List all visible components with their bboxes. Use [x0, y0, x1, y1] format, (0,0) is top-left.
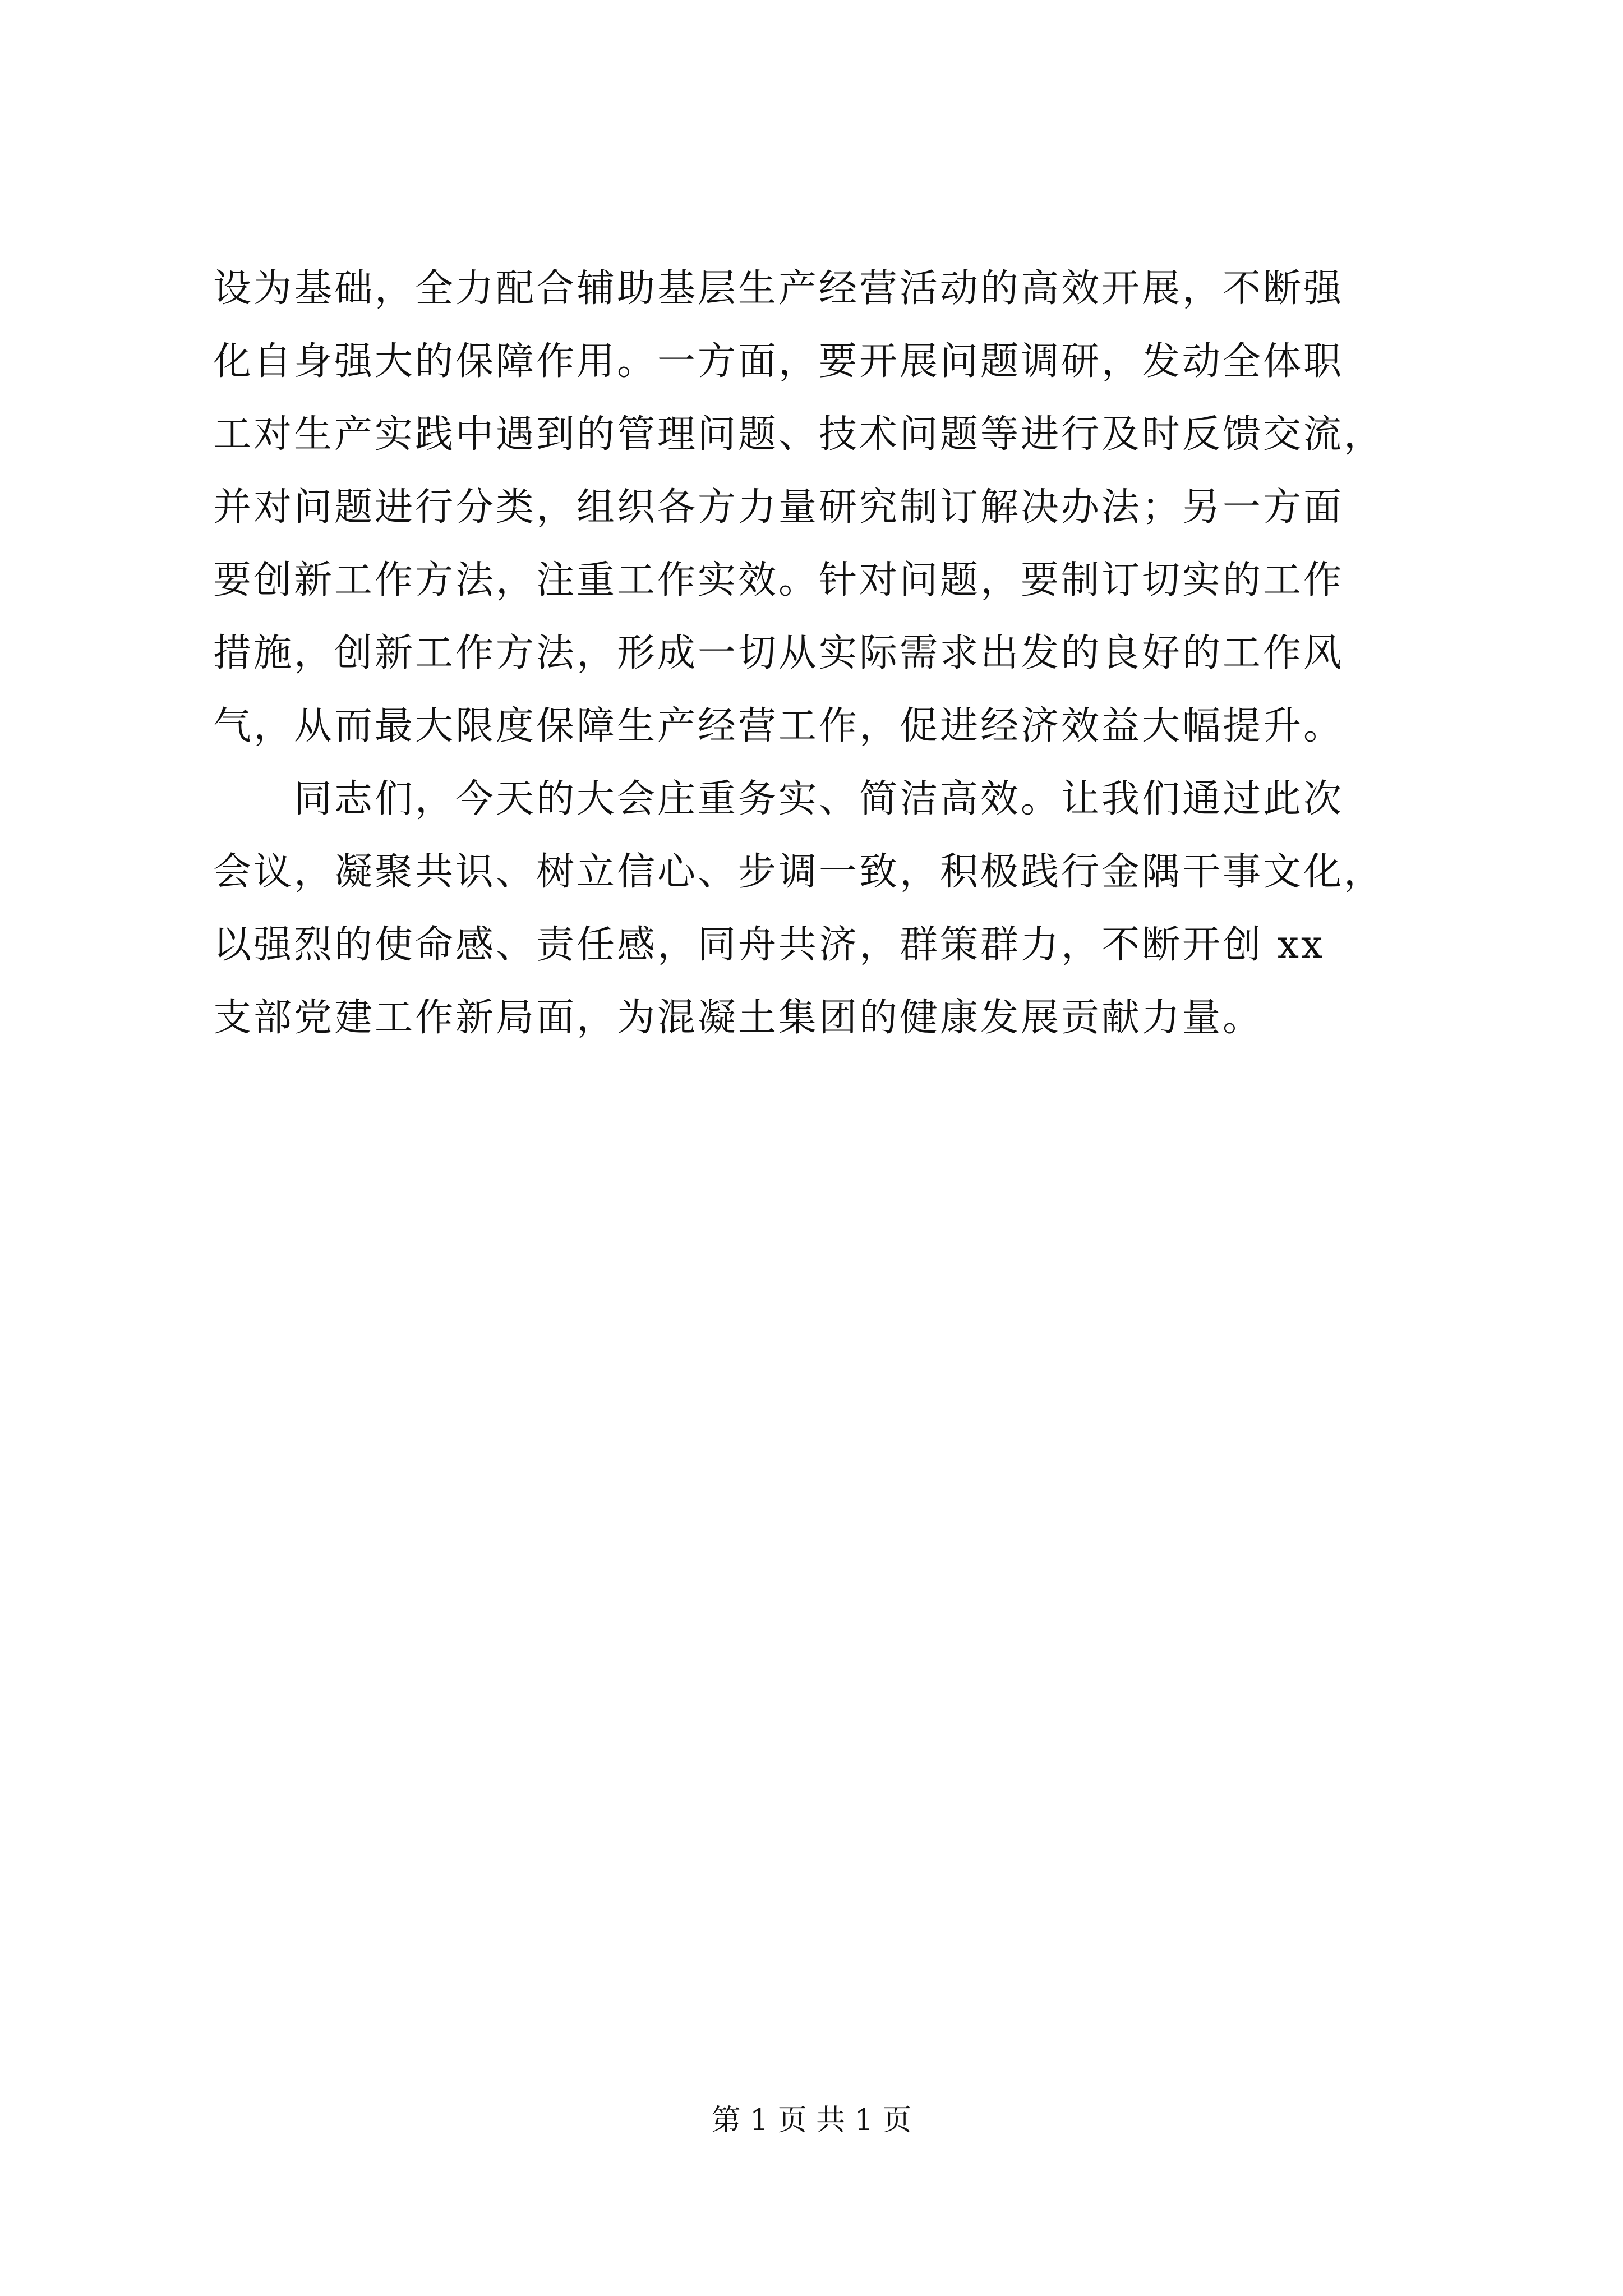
text-line: 设为基础，全力配合辅助基层生产经营活动的高效开展，不断强: [213, 266, 1344, 311]
text-line: 工对生产实践中遇到的管理问题、技术问题等进行及时反馈交流，: [213, 412, 1385, 457]
text-line: 气，从而最大限度保障生产经营工作，促进经济效益大幅提升。: [213, 704, 1344, 748]
text-line: 要创新工作方法，注重工作实效。针对问题，要制订切实的工作: [213, 558, 1344, 602]
text-line: 化自身强大的保障作用。一方面，要开展问题调研，发动全体职: [213, 339, 1344, 384]
text-line: 会议，凝聚共识、树立信心、步调一致，积极践行金隅干事文化，: [213, 850, 1385, 894]
page-footer: 第 1 页 共 1 页: [711, 2104, 912, 2137]
text-line: 同志们，今天的大会庄重务实、简洁高效。让我们通过此次: [213, 777, 1344, 821]
text-line: 并对问题进行分类，组织各方力量研究制订解决办法；另一方面: [213, 485, 1344, 530]
text-line: 以强烈的使命感、责任感，同舟共济，群策群力，不断开创 xx: [213, 923, 1325, 967]
text-line: 措施，创新工作方法，形成一切从实际需求出发的良好的工作风: [213, 631, 1344, 675]
text-line: 支部党建工作新局面，为混凝土集团的健康发展贡献力量。: [213, 996, 1264, 1040]
